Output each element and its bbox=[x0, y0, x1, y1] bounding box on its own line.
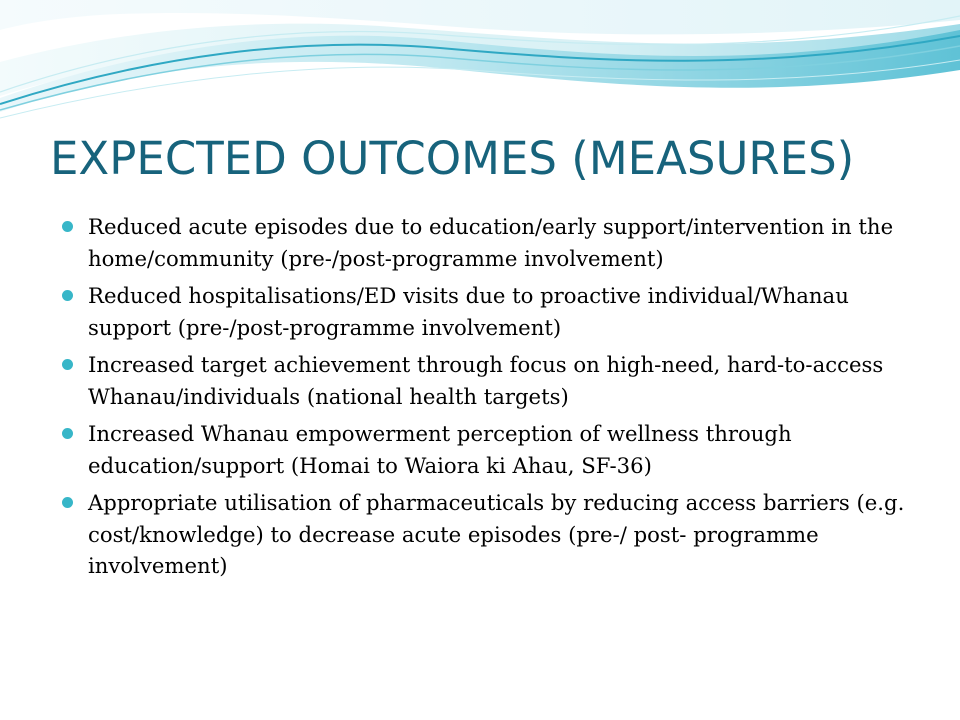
bullet-text-4: Increased Whanau empowerment perception of wellness through education/support (Homai to Waiora ki Ahau, SF-36) bbox=[88, 421, 792, 478]
bullet-item-1 bbox=[60, 211, 906, 274]
slide-title: EXPECTED OUTCOMES (MEASURES) bbox=[50, 132, 855, 185]
bullet-item-5 bbox=[60, 487, 906, 582]
wave-top-band bbox=[0, 0, 960, 34]
bullet-dot-icon bbox=[62, 359, 73, 370]
bullet-text-3: Increased target achievement through focus on high-need, hard-to-access Whanau/individuals (national health targets) bbox=[88, 352, 884, 409]
bullet-list bbox=[60, 211, 906, 588]
bullet-dot-icon bbox=[62, 221, 73, 232]
bullet-text-1: Reduced acute episodes due to education/early support/intervention in the home/community (pre-/post-programme involvement) bbox=[88, 214, 894, 271]
bullet-dot-icon bbox=[62, 428, 73, 439]
bullet-dot-icon bbox=[62, 290, 73, 301]
bullet-text-2: Reduced hospitalisations/ED visits due to proactive individual/Whanau support (pre-/post-programme involvement) bbox=[88, 283, 849, 340]
header-wave-decoration bbox=[0, 0, 960, 130]
bullet-dot-icon bbox=[62, 497, 73, 508]
bullet-item-4 bbox=[60, 418, 906, 481]
bullet-item-3 bbox=[60, 349, 906, 412]
bullet-text-5: Appropriate utilisation of pharmaceuticals by reducing access barriers (e.g. cost/knowledge) to decrease acute episodes (pre-/ post- programme involvement) bbox=[88, 490, 905, 578]
bullet-item-2 bbox=[60, 280, 906, 343]
